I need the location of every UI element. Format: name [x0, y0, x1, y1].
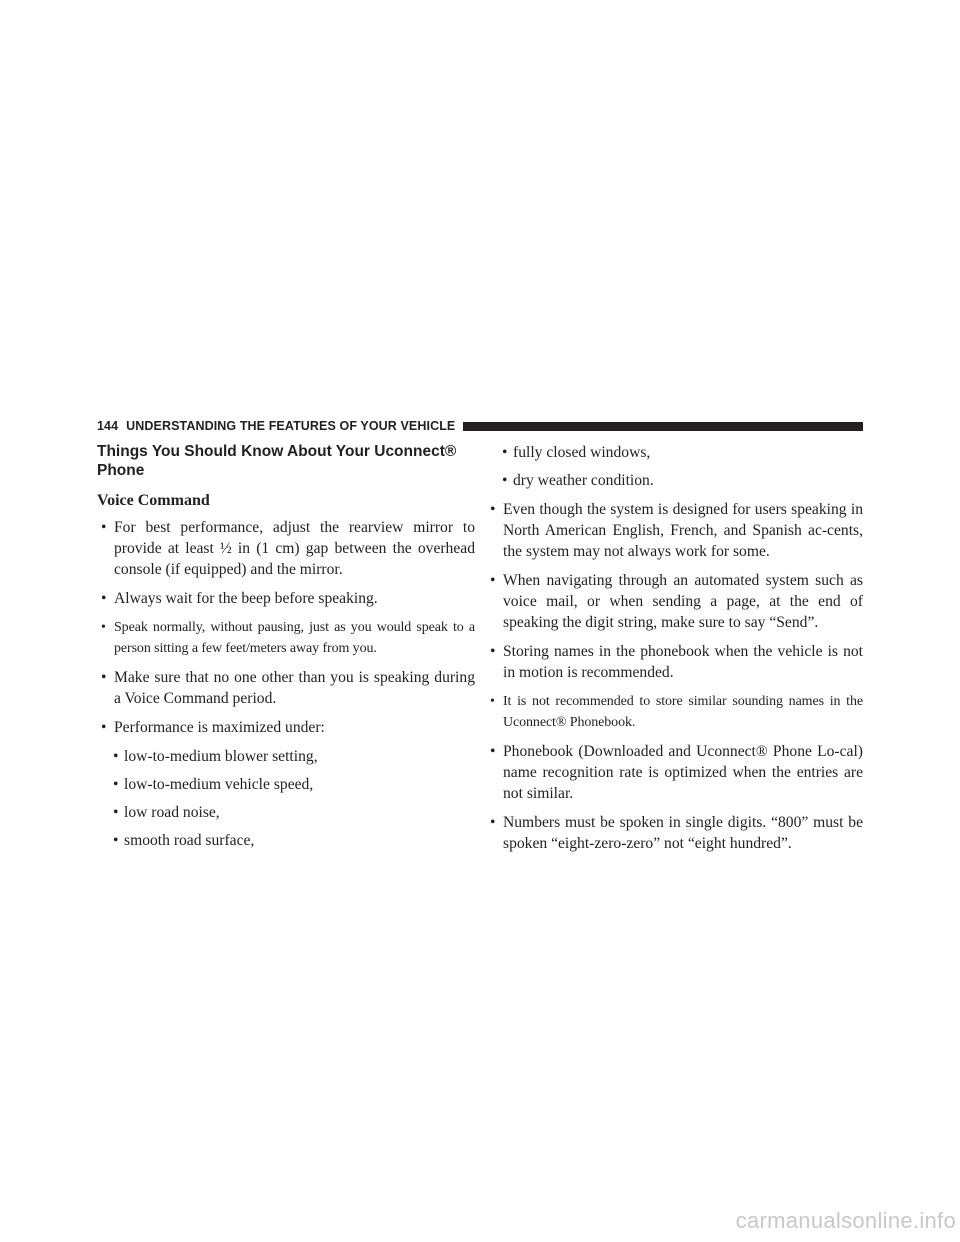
list-item: • Always wait for the beep before speaking.: [97, 588, 475, 609]
header-rule: [463, 422, 863, 431]
list-item: • Numbers must be spoken in single digits. “800” must be spoken “eight-zero-zero” not “eight hundred”.: [486, 812, 863, 854]
left-column: [97, 442, 475, 860]
list-item: • Speak normally, without pausing, just as you would speak to a person sitting a few feet/meters away from you.: [97, 617, 475, 659]
sub-list-item: • low-to-medium blower setting,: [113, 746, 475, 767]
page-header: [97, 418, 863, 434]
section-title: Things You Should Know About Your Uconnect® Phone: [97, 443, 457, 479]
chapter-title: UNDERSTANDING THE FEATURES OF YOUR VEHICLE: [126, 419, 456, 433]
list-item: • Phonebook (Downloaded and Uconnect® Phone Lo-cal) name recognition rate is optimized when the entries are not similar.: [486, 741, 863, 804]
right-column: [486, 442, 863, 862]
voice-command-tips: [97, 517, 475, 738]
watermark: carmanualsonline.info: [735, 1208, 956, 1233]
subsection-title: Voice Command: [97, 492, 210, 509]
list-item: • Performance is maximized under:: [97, 717, 475, 738]
additional-tips: [486, 499, 863, 854]
performance-conditions-list: [113, 746, 475, 851]
sub-list-item: • low road noise,: [113, 802, 475, 823]
list-item: • When navigating through an automated system such as voice mail, or when sending a page, at the end of speaking the digit string, make sure to say “Send”.: [486, 570, 863, 633]
page-number: 144: [97, 419, 119, 433]
list-item: • Even though the system is designed for users speaking in North American English, French, and Spanish ac-cents, the system may not always work for some.: [486, 499, 863, 562]
sub-list-item: • low-to-medium vehicle speed,: [113, 774, 475, 795]
list-item: • It is not recommended to store similar sounding names in the Uconnect® Phonebook.: [486, 691, 863, 733]
list-item: • For best performance, adjust the rearview mirror to provide at least ½ in (1 cm) gap between the overhead console (if equipped) and the mirror.: [97, 517, 475, 580]
performance-conditions-continued: [502, 442, 863, 491]
sub-list-item: • dry weather condition.: [502, 470, 863, 491]
sub-list-item: • smooth road surface,: [113, 830, 475, 851]
list-item: • Make sure that no one other than you is speaking during a Voice Command period.: [97, 667, 475, 709]
sub-list-item: • fully closed windows,: [502, 442, 863, 463]
list-item: • Storing names in the phonebook when the vehicle is not in motion is recommended.: [486, 641, 863, 683]
